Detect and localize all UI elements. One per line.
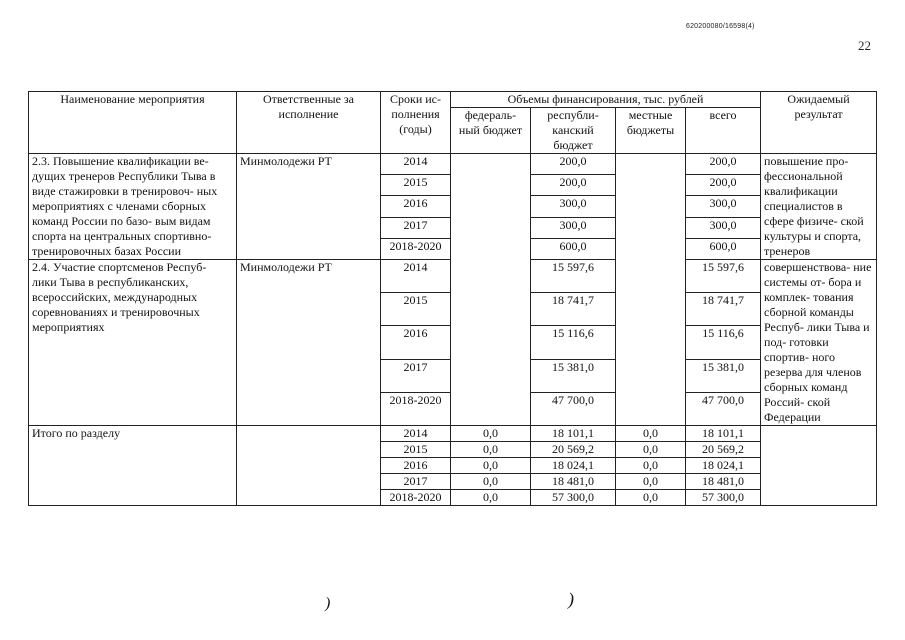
- total-cell: 20 569,2: [686, 442, 761, 458]
- activity-name: 2.4. Участие спортсменов Респуб- лики Тыва в республиканских, всероссийских, международных соревнованиях и тренировочных мероприятиях: [29, 260, 237, 426]
- handwritten-mark: ): [568, 589, 574, 609]
- republic-budget-cell: 47 700,0: [531, 392, 616, 425]
- local-budget-cell: [616, 326, 686, 359]
- federal-budget-cell: 0,0: [451, 474, 531, 490]
- federal-budget-cell: [451, 154, 531, 175]
- handwritten-mark: ): [325, 595, 331, 612]
- local-budget-cell: 0,0: [616, 426, 686, 442]
- year-cell: 2014: [381, 154, 451, 175]
- republic-budget-cell: 200,0: [531, 175, 616, 196]
- republic-budget-cell: 18 024,1: [531, 458, 616, 474]
- federal-budget-cell: [451, 196, 531, 217]
- activity-name: Итого по разделу: [29, 426, 237, 506]
- header-deadline: Сроки ис- полнения (годы): [381, 92, 451, 154]
- year-cell: 2015: [381, 293, 451, 326]
- federal-budget-cell: [451, 238, 531, 259]
- header-name: Наименование мероприятия: [29, 92, 237, 154]
- republic-budget-cell: 300,0: [531, 217, 616, 238]
- header-row-1: [29, 92, 877, 108]
- document-code: 620200080/16598(4): [686, 23, 755, 30]
- total-cell: 200,0: [686, 154, 761, 175]
- republic-budget-cell: 600,0: [531, 238, 616, 259]
- federal-budget-cell: 0,0: [451, 490, 531, 506]
- local-budget-cell: 0,0: [616, 442, 686, 458]
- federal-budget-cell: [451, 260, 531, 293]
- responsible-party: Минмолодежи РТ: [237, 154, 381, 260]
- republic-budget-cell: 18 481,0: [531, 474, 616, 490]
- responsible-party: [237, 426, 381, 506]
- activity-name: 2.3. Повышение квалификации ве- дущих тренеров Республики Тыва в виде стажировки в тренировоч- ных мероприятиях с членами сборных команд России по базо- вым видам спорта на центральных спортивно-тренировочных базах России: [29, 154, 237, 260]
- local-budget-cell: [616, 217, 686, 238]
- federal-budget-cell: 0,0: [451, 458, 531, 474]
- local-budget-cell: [616, 392, 686, 425]
- year-cell: 2018-2020: [381, 490, 451, 506]
- federal-budget-cell: [451, 217, 531, 238]
- page-number: 22: [858, 38, 871, 53]
- total-cell: 200,0: [686, 175, 761, 196]
- republic-budget-cell: 15 597,6: [531, 260, 616, 293]
- header-republic: республи- канский бюджет: [531, 108, 616, 154]
- total-cell: 18 481,0: [686, 474, 761, 490]
- republic-budget-cell: 20 569,2: [531, 442, 616, 458]
- local-budget-cell: [616, 260, 686, 293]
- republic-budget-cell: 15 116,6: [531, 326, 616, 359]
- expected-result: совершенствова- ние системы от- бора и комплек- тования сборной команды Респуб- лики Тыва и под- готовки спортив- ного резерва для членов сборных команд Россий- ской Федерации: [761, 260, 877, 426]
- republic-budget-cell: 300,0: [531, 196, 616, 217]
- expected-result: [761, 426, 877, 506]
- table-row: [29, 260, 877, 293]
- federal-budget-cell: [451, 293, 531, 326]
- federal-budget-cell: [451, 175, 531, 196]
- local-budget-cell: 0,0: [616, 490, 686, 506]
- total-cell: 47 700,0: [686, 392, 761, 425]
- year-cell: 2015: [381, 442, 451, 458]
- local-budget-cell: [616, 238, 686, 259]
- local-budget-cell: [616, 293, 686, 326]
- federal-budget-cell: [451, 392, 531, 425]
- table-row: [29, 154, 877, 175]
- total-cell: 300,0: [686, 217, 761, 238]
- republic-budget-cell: 57 300,0: [531, 490, 616, 506]
- header-result: Ожидаемый результат: [761, 92, 877, 154]
- year-cell: 2016: [381, 326, 451, 359]
- total-cell: 18 741,7: [686, 293, 761, 326]
- table-row: [29, 426, 877, 442]
- federal-budget-cell: [451, 326, 531, 359]
- year-cell: 2018-2020: [381, 238, 451, 259]
- local-budget-cell: [616, 154, 686, 175]
- total-cell: 15 381,0: [686, 359, 761, 392]
- total-cell: 600,0: [686, 238, 761, 259]
- responsible-party: Минмолодежи РТ: [237, 260, 381, 426]
- header-responsible: Ответственные за исполнение: [237, 92, 381, 154]
- total-cell: 15 597,6: [686, 260, 761, 293]
- expected-result: повышение про- фессиональной квалификации специалистов в сфере физиче- ской культуры и спорта, тренеров: [761, 154, 877, 260]
- year-cell: 2017: [381, 474, 451, 490]
- local-budget-cell: 0,0: [616, 458, 686, 474]
- total-cell: 18 101,1: [686, 426, 761, 442]
- total-cell: 15 116,6: [686, 326, 761, 359]
- total-cell: 18 024,1: [686, 458, 761, 474]
- header-federal: федераль- ный бюджет: [451, 108, 531, 154]
- funding-table: [28, 91, 877, 506]
- total-cell: 300,0: [686, 196, 761, 217]
- year-cell: 2017: [381, 217, 451, 238]
- year-cell: 2016: [381, 458, 451, 474]
- local-budget-cell: [616, 359, 686, 392]
- year-cell: 2014: [381, 426, 451, 442]
- federal-budget-cell: 0,0: [451, 442, 531, 458]
- local-budget-cell: 0,0: [616, 474, 686, 490]
- header-total: всего: [686, 108, 761, 154]
- year-cell: 2015: [381, 175, 451, 196]
- total-cell: 57 300,0: [686, 490, 761, 506]
- year-cell: 2016: [381, 196, 451, 217]
- republic-budget-cell: 200,0: [531, 154, 616, 175]
- local-budget-cell: [616, 196, 686, 217]
- federal-budget-cell: [451, 359, 531, 392]
- header-local: местные бюджеты: [616, 108, 686, 154]
- local-budget-cell: [616, 175, 686, 196]
- republic-budget-cell: 18 101,1: [531, 426, 616, 442]
- year-cell: 2014: [381, 260, 451, 293]
- year-cell: 2017: [381, 359, 451, 392]
- republic-budget-cell: 18 741,7: [531, 293, 616, 326]
- year-cell: 2018-2020: [381, 392, 451, 425]
- header-funding: Объемы финансирования, тыс. рублей: [451, 92, 761, 108]
- republic-budget-cell: 15 381,0: [531, 359, 616, 392]
- federal-budget-cell: 0,0: [451, 426, 531, 442]
